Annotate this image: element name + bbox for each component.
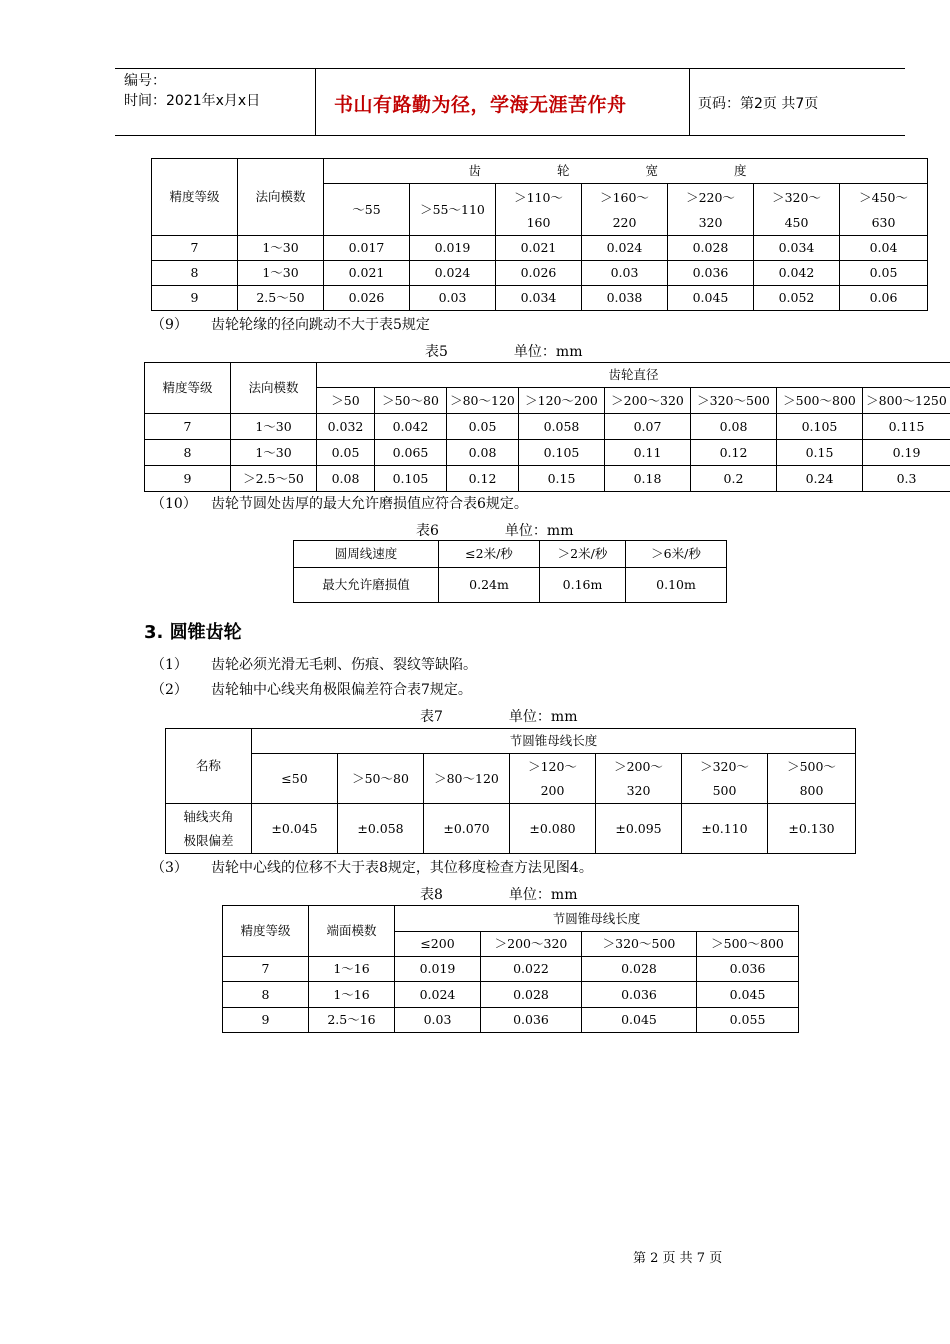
table-row [152, 236, 928, 261]
caption-table-6 [416, 520, 573, 540]
item-number: （1） [151, 657, 188, 673]
cell-grade: 7 [152, 236, 238, 261]
cell-value: 0.045 [582, 1008, 697, 1033]
table-unit: 单位：mm [508, 887, 578, 903]
column-header: ＞2米/秒 [540, 541, 626, 568]
column-header: ＞80～120 [424, 754, 510, 804]
cell-value: 0.045 [668, 286, 754, 311]
cell-value: ±0.070 [424, 804, 510, 854]
cell-value: 0.105 [375, 466, 447, 492]
cell-value: 0.24m [439, 568, 540, 603]
table-row [152, 261, 928, 286]
header-divider-left [315, 68, 316, 136]
header-bottom-rule [115, 135, 905, 136]
cell-grade: 8 [152, 261, 238, 286]
item-text: 齿轮轮缘的径向跳动不大于表5规定 [211, 317, 430, 333]
column-header: ＞120～200 [510, 754, 596, 804]
column-header: ＞120～200 [519, 388, 605, 414]
cell-value: 0.026 [324, 286, 410, 311]
cell-value: 0.08 [317, 466, 375, 492]
header-cell-grade: 精度等级 [223, 906, 309, 957]
cell-module: 1～30 [231, 414, 317, 440]
item-number: （2） [151, 682, 188, 698]
column-header: ≤200 [395, 932, 481, 957]
table-center-displacement [222, 905, 799, 1033]
header-cell-speed: 圆周线速度 [294, 541, 439, 568]
row-label: 最大允许磨损值 [294, 568, 439, 603]
cell-value: 0.024 [395, 982, 481, 1008]
table-radial-runout [144, 362, 950, 492]
cell-value: ±0.045 [252, 804, 338, 854]
cell-value: 0.05 [447, 414, 519, 440]
header-cell-diameter-group: 齿轮直径 [317, 363, 950, 388]
column-header: ～55 [324, 184, 410, 236]
table-caption: 表8 [420, 887, 443, 903]
cell-value: 0.12 [691, 440, 777, 466]
cell-module: 1～16 [309, 982, 395, 1008]
cell-value: 0.019 [395, 957, 481, 982]
table-row [223, 982, 799, 1008]
column-header: ＞160～220 [582, 184, 668, 236]
cell-value: 0.03 [395, 1008, 481, 1033]
table-row [294, 568, 727, 603]
cell-grade: 8 [223, 982, 309, 1008]
header-cell-name: 名称 [166, 729, 252, 804]
cell-value: 0.05 [317, 440, 375, 466]
cell-value: 0.15 [777, 440, 863, 466]
cell-grade: 9 [152, 286, 238, 311]
cell-grade: 7 [223, 957, 309, 982]
cell-value: 0.036 [668, 261, 754, 286]
item-number: （3） [151, 860, 188, 876]
cell-value: 0.034 [496, 286, 582, 311]
table-caption: 表5 [425, 344, 448, 360]
table-caption: 表7 [420, 709, 443, 725]
cell-value: 0.15 [519, 466, 605, 492]
cell-value: 0.12 [447, 466, 519, 492]
cell-value: 0.021 [324, 261, 410, 286]
row-label: 轴线夹角极限偏差 [166, 804, 252, 854]
header-cell-cone-length-group: 节圆锥母线长度 [252, 729, 856, 754]
column-header: ＞50～80 [338, 754, 424, 804]
column-header: ≤2米/秒 [439, 541, 540, 568]
cell-value: 0.038 [582, 286, 668, 311]
cell-module: 1～30 [231, 440, 317, 466]
cell-value: 0.06 [840, 286, 928, 311]
cell-value: 0.04 [840, 236, 928, 261]
table-row [145, 440, 950, 466]
cell-value: 0.16m [540, 568, 626, 603]
column-header: ＞6米/秒 [626, 541, 727, 568]
header-page-label: 页码：第2页 共7页 [698, 96, 819, 112]
header-top-rule [115, 68, 905, 69]
page-footer: 第 2 页 共 7 页 [633, 1251, 723, 1266]
cell-value: 0.055 [697, 1008, 799, 1033]
paragraph-item-3 [151, 859, 593, 877]
cell-module: 1～30 [238, 236, 324, 261]
cell-value: 0.052 [754, 286, 840, 311]
column-header: ＞200～320 [605, 388, 691, 414]
table-row [152, 286, 928, 311]
cell-module: 1～30 [238, 261, 324, 286]
paragraph-item-2 [151, 681, 472, 699]
cell-value: 0.065 [375, 440, 447, 466]
column-header: ＞320～500 [682, 754, 768, 804]
table-caption: 表6 [416, 523, 439, 539]
column-header: ＞50～80 [375, 388, 447, 414]
header-code-label: 编号： [124, 73, 166, 89]
table-axis-angle-deviation [165, 728, 856, 854]
column-header: ＞500～800 [768, 754, 856, 804]
cell-value: 0.05 [840, 261, 928, 286]
cell-value: 0.024 [410, 261, 496, 286]
column-header: ＞800～1250 [863, 388, 950, 414]
header-cell-module: 法向模数 [231, 363, 317, 414]
cell-value: 0.18 [605, 466, 691, 492]
paragraph-item-10 [151, 495, 528, 513]
column-header: ≤50 [252, 754, 338, 804]
cell-value: 0.3 [863, 466, 950, 492]
cell-value: 0.058 [519, 414, 605, 440]
cell-value: 0.042 [754, 261, 840, 286]
table-max-wear [293, 540, 727, 603]
column-header: ＞500～800 [697, 932, 799, 957]
cell-value: 0.034 [754, 236, 840, 261]
paragraph-item-9 [151, 316, 430, 334]
cell-value: 0.019 [410, 236, 496, 261]
cell-value: 0.10m [626, 568, 727, 603]
header-cell-width-group: 齿 轮 宽 度 [324, 159, 928, 184]
cell-value: 0.036 [697, 957, 799, 982]
cell-value: 0.115 [863, 414, 950, 440]
item-text: 齿轮必须光滑无毛刺、伤痕、裂纹等缺陷。 [211, 657, 477, 673]
cell-value: 0.07 [605, 414, 691, 440]
column-header: ＞110～160 [496, 184, 582, 236]
column-header: ＞200～320 [481, 932, 582, 957]
table-row [223, 1008, 799, 1033]
cell-value: ±0.095 [596, 804, 682, 854]
cell-value: 0.028 [582, 957, 697, 982]
cell-value: 0.19 [863, 440, 950, 466]
header-cell-module: 法向模数 [238, 159, 324, 236]
item-number: （9） [151, 317, 188, 333]
cell-value: 0.045 [697, 982, 799, 1008]
caption-table-8 [420, 884, 577, 904]
cell-module: 1～16 [309, 957, 395, 982]
column-header: ＞80～120 [447, 388, 519, 414]
header-cell-grade: 精度等级 [152, 159, 238, 236]
cell-value: 0.024 [582, 236, 668, 261]
cell-value: 0.036 [481, 1008, 582, 1033]
cell-value: 0.026 [496, 261, 582, 286]
cell-value: ±0.080 [510, 804, 596, 854]
table-row [166, 804, 856, 854]
cell-value: 0.036 [582, 982, 697, 1008]
cell-grade: 9 [223, 1008, 309, 1033]
section-heading: 3. 圆锥齿轮 [144, 622, 242, 643]
column-header: ＞320～500 [582, 932, 697, 957]
table-row [223, 957, 799, 982]
cell-value: 0.021 [496, 236, 582, 261]
header-motto: 书山有路勤为径，学海无涯苦作舟 [334, 94, 627, 116]
column-header: ＞200～320 [596, 754, 682, 804]
cell-value: 0.028 [481, 982, 582, 1008]
table-unit: 单位：mm [508, 709, 578, 725]
item-text: 齿轮轴中心线夹角极限偏差符合表7规定。 [211, 682, 472, 698]
header-cell-grade: 精度等级 [145, 363, 231, 414]
item-text: 齿轮中心线的位移不大于表8规定，其位移度检查方法见图4。 [211, 860, 593, 876]
cell-value: 0.08 [691, 414, 777, 440]
cell-value: ±0.058 [338, 804, 424, 854]
column-header: ＞50 [317, 388, 375, 414]
column-header: ＞500～800 [777, 388, 863, 414]
cell-value: 0.08 [447, 440, 519, 466]
caption-table-5 [425, 341, 582, 361]
cell-value: 0.028 [668, 236, 754, 261]
header-cell-module: 端面模数 [309, 906, 395, 957]
cell-module: 2.5～16 [309, 1008, 395, 1033]
table-unit: 单位：mm [504, 523, 574, 539]
column-header: ＞55～110 [410, 184, 496, 236]
cell-value: 0.11 [605, 440, 691, 466]
cell-value: 0.022 [481, 957, 582, 982]
cell-value: 0.042 [375, 414, 447, 440]
item-text: 齿轮节圆处齿厚的最大允许磨损值应符合表6规定。 [211, 496, 528, 512]
header-cell-cone-length-group: 节圆锥母线长度 [395, 906, 799, 932]
column-header: ＞320～500 [691, 388, 777, 414]
column-header: ＞450～630 [840, 184, 928, 236]
cell-value: 0.017 [324, 236, 410, 261]
cell-grade: 7 [145, 414, 231, 440]
cell-value: 0.03 [582, 261, 668, 286]
table-row [145, 414, 950, 440]
cell-value: 0.2 [691, 466, 777, 492]
item-number: （10） [151, 496, 197, 512]
cell-value: 0.03 [410, 286, 496, 311]
cell-value: ±0.130 [768, 804, 856, 854]
column-header: ＞320～450 [754, 184, 840, 236]
cell-value: ±0.110 [682, 804, 768, 854]
cell-module: ＞2.5～50 [231, 466, 317, 492]
caption-table-7 [420, 706, 577, 726]
header-divider-right [689, 68, 690, 136]
cell-module: 2.5～50 [238, 286, 324, 311]
cell-value: 0.105 [777, 414, 863, 440]
paragraph-item-1 [151, 656, 477, 674]
header-time-label: 时间：2021年x月x日 [124, 93, 261, 109]
table-unit: 单位：mm [513, 344, 583, 360]
cell-value: 0.24 [777, 466, 863, 492]
cell-grade: 8 [145, 440, 231, 466]
table-row [145, 466, 950, 492]
table-tooth-width [151, 158, 928, 311]
cell-grade: 9 [145, 466, 231, 492]
column-header: ＞220～320 [668, 184, 754, 236]
cell-value: 0.105 [519, 440, 605, 466]
cell-value: 0.032 [317, 414, 375, 440]
